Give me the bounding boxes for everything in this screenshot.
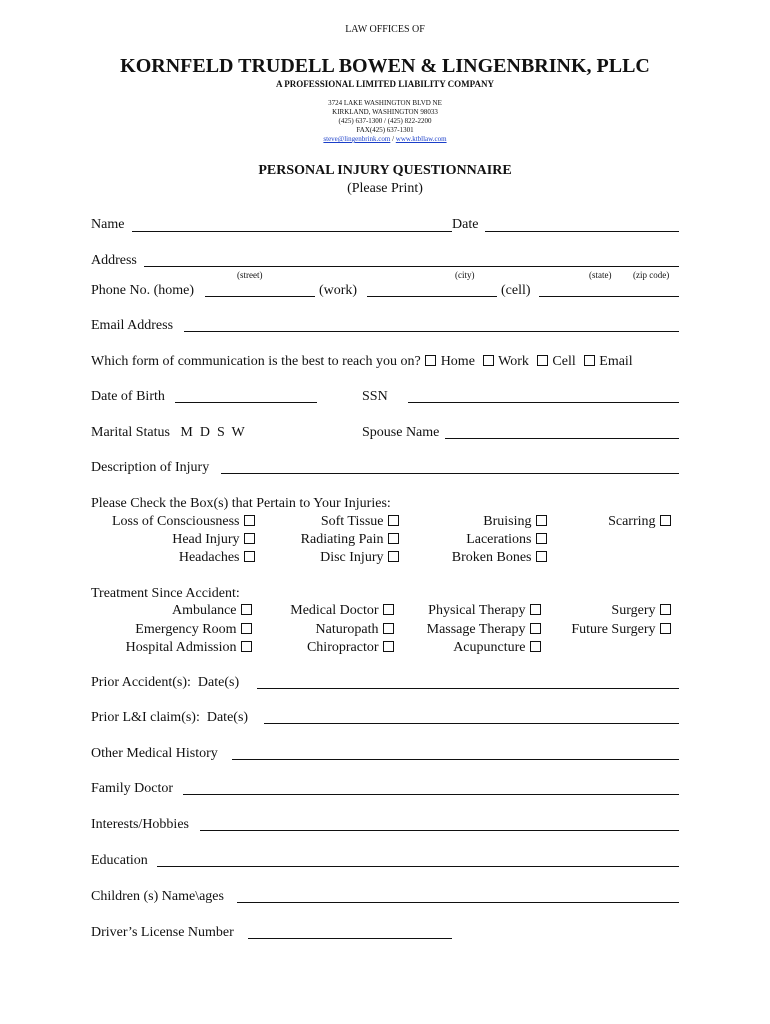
- phone-cell-label: (cell): [501, 283, 531, 298]
- treatment-naturopath: [316, 622, 395, 638]
- injury-bruising: [483, 514, 548, 530]
- injury-label: Scarring: [608, 514, 656, 529]
- treatment-checkbox[interactable]: [660, 623, 671, 634]
- injury-checkbox[interactable]: [388, 515, 399, 526]
- firm-name: KORNFELD TRUDELL BOWEN & LINGENBRINK, PLLC: [120, 55, 650, 77]
- phone-work-label: (work): [319, 283, 358, 298]
- treatment-label: Future Surgery: [571, 622, 656, 637]
- treatment-massage-therapy: [427, 622, 542, 638]
- phone-home-label: Phone No. (home): [91, 283, 195, 298]
- treatment-emergency-room: [135, 622, 253, 638]
- treatment-checkbox[interactable]: [530, 641, 541, 652]
- firm-fax: FAX(425) 637-1301: [356, 126, 414, 134]
- email-field[interactable]: [184, 331, 679, 332]
- injury-checkbox[interactable]: [536, 551, 547, 562]
- treatment-label: Chiropractor: [306, 640, 379, 655]
- firm-address-line2: KIRKLAND, WASHINGTON 98033: [332, 108, 438, 116]
- treatment-label: Naturopath: [315, 622, 379, 637]
- injury-label: Disc Injury: [320, 550, 384, 565]
- treatment-acupuncture: [453, 640, 542, 656]
- injury-label: Bruising: [483, 514, 532, 529]
- prior-li-claims-field[interactable]: [264, 723, 679, 724]
- treatment-label: Hospital Admission: [125, 640, 237, 655]
- treatment-checkbox[interactable]: [241, 623, 252, 634]
- firm-address-line1: 3724 LAKE WASHINGTON BLVD NE: [328, 99, 442, 107]
- treatment-label: Massage Therapy: [426, 622, 526, 637]
- communication-question: Which form of communication is the best to reach you on?: [91, 354, 421, 369]
- injury-checkbox[interactable]: [388, 533, 399, 544]
- treatment-label: Surgery: [611, 603, 656, 618]
- treatment-label: Emergency Room: [135, 622, 237, 637]
- injury-soft-tissue: [321, 514, 400, 530]
- family-doctor-label: Family Doctor: [91, 781, 174, 796]
- firm-type: A PROFESSIONAL LIMITED LIABILITY COMPANY: [275, 79, 495, 89]
- marital-status-label: Marital Status M D S W: [91, 425, 245, 440]
- address-field[interactable]: [144, 266, 679, 267]
- street-sublabel: (street): [237, 270, 263, 280]
- education-label: Education: [91, 853, 148, 868]
- address-label: Address: [91, 253, 137, 268]
- other-medical-history-label: Other Medical History: [91, 746, 218, 761]
- comm-email-label: Email: [599, 354, 633, 369]
- form-title: PERSONAL INJURY QUESTIONNAIRE: [258, 163, 512, 178]
- name-label: Name: [91, 217, 125, 232]
- firm-contact-links: [0, 135, 770, 144]
- zip-sublabel: (zip code): [633, 270, 670, 280]
- spouse-name-field[interactable]: [445, 438, 679, 439]
- injury-checkbox[interactable]: [244, 515, 255, 526]
- treatment-checkbox[interactable]: [383, 623, 394, 634]
- comm-cell-label: Cell: [552, 354, 576, 369]
- treatment-checkbox[interactable]: [241, 641, 252, 652]
- treatment-future-surgery: [571, 622, 672, 638]
- injuries-heading: Please Check the Box(s) that Pertain to Your Injuries:: [91, 496, 391, 511]
- treatment-label: Physical Therapy: [428, 603, 526, 618]
- injury-label: Head Injury: [172, 532, 240, 547]
- injury-checkbox[interactable]: [244, 551, 255, 562]
- prior-accidents-label: Prior Accident(s): Date(s): [91, 675, 240, 690]
- treatment-ambulance: [172, 603, 253, 619]
- injury-description-field[interactable]: [221, 473, 679, 474]
- injury-checkbox[interactable]: [536, 533, 547, 544]
- name-field[interactable]: [132, 231, 452, 232]
- comm-cell-checkbox[interactable]: [537, 355, 548, 366]
- injury-checkbox[interactable]: [388, 551, 399, 562]
- injury-headaches: [179, 550, 256, 566]
- injury-label: Radiating Pain: [300, 532, 384, 547]
- date-label: Date: [452, 217, 479, 232]
- children-names-ages-field[interactable]: [237, 902, 679, 903]
- phone-work-field[interactable]: [367, 296, 497, 297]
- ssn-field[interactable]: [408, 402, 679, 403]
- education-field[interactable]: [157, 866, 679, 867]
- injury-label: Headaches: [178, 550, 240, 565]
- treatment-checkbox[interactable]: [530, 623, 541, 634]
- children-names-ages-label: Children (s) Name\ages: [91, 889, 224, 904]
- drivers-license-field[interactable]: [248, 938, 452, 939]
- treatment-physical-therapy: [428, 603, 542, 619]
- treatment-hospital-admission: [126, 640, 253, 656]
- phone-cell-field[interactable]: [539, 296, 679, 297]
- interests-hobbies-field[interactable]: [200, 830, 679, 831]
- comm-work-checkbox[interactable]: [483, 355, 494, 366]
- communication-row: [91, 354, 633, 370]
- treatment-checkbox[interactable]: [383, 641, 394, 652]
- injury-description-label: Description of Injury: [91, 460, 210, 475]
- ssn-label: SSN: [362, 389, 388, 404]
- firm-website-link[interactable]: www.ktbllaw.com: [395, 135, 447, 143]
- prior-li-claims-label: Prior L&I claim(s): Date(s): [91, 710, 249, 725]
- injury-radiating-pain: [301, 532, 400, 548]
- injury-lacerations: [466, 532, 548, 548]
- email-label: Email Address: [91, 318, 174, 333]
- form-subtitle: (Please Print): [347, 181, 423, 196]
- treatment-chiropractor: [307, 640, 395, 656]
- prior-accidents-field[interactable]: [257, 688, 679, 689]
- treatment-medical-doctor: [290, 603, 395, 619]
- treatment-checkbox[interactable]: [241, 604, 252, 615]
- firm-phones: (425) 637-1300 / (425) 822-2200: [338, 117, 432, 125]
- city-sublabel: (city): [455, 270, 475, 280]
- treatment-label: Ambulance: [171, 603, 237, 618]
- comm-email-checkbox[interactable]: [584, 355, 595, 366]
- link-separator: /: [390, 135, 396, 143]
- comm-work-label: Work: [498, 354, 529, 369]
- spouse-name-label: Spouse Name: [362, 425, 440, 440]
- phone-home-field[interactable]: [205, 296, 315, 297]
- treatment-checkbox[interactable]: [530, 604, 541, 615]
- comm-home-label: Home: [440, 354, 475, 369]
- injury-head-injury: [172, 532, 256, 548]
- state-sublabel: (state): [589, 270, 612, 280]
- law-offices-label: LAW OFFICES OF: [345, 24, 425, 35]
- family-doctor-field[interactable]: [183, 794, 679, 795]
- dob-field[interactable]: [175, 402, 317, 403]
- injury-label: Loss of Consciousness: [111, 514, 240, 529]
- date-field[interactable]: [485, 231, 679, 232]
- dob-label: Date of Birth: [91, 389, 165, 404]
- comm-home-checkbox[interactable]: [425, 355, 436, 366]
- interests-hobbies-label: Interests/Hobbies: [91, 817, 189, 832]
- other-medical-history-field[interactable]: [232, 759, 679, 760]
- injury-label: Soft Tissue: [320, 514, 384, 529]
- injury-broken-bones: [452, 550, 548, 566]
- injury-checkbox[interactable]: [660, 515, 671, 526]
- injury-disc-injury: [320, 550, 400, 566]
- injury-checkbox[interactable]: [536, 515, 547, 526]
- treatment-surgery: [611, 603, 672, 619]
- treatment-heading: Treatment Since Accident:: [91, 586, 240, 601]
- treatment-checkbox[interactable]: [660, 604, 671, 615]
- injury-label: Broken Bones: [451, 550, 532, 565]
- injury-label: Lacerations: [466, 532, 532, 547]
- treatment-label: Acupuncture: [453, 640, 526, 655]
- firm-email-link[interactable]: steve@lingenbrink.com: [323, 135, 391, 143]
- treatment-checkbox[interactable]: [383, 604, 394, 615]
- injury-loss-of-consciousness: [112, 514, 256, 530]
- drivers-license-label: Driver’s License Number: [91, 925, 234, 940]
- injury-scarring: [608, 514, 672, 530]
- treatment-label: Medical Doctor: [290, 603, 379, 618]
- injury-checkbox[interactable]: [244, 533, 255, 544]
